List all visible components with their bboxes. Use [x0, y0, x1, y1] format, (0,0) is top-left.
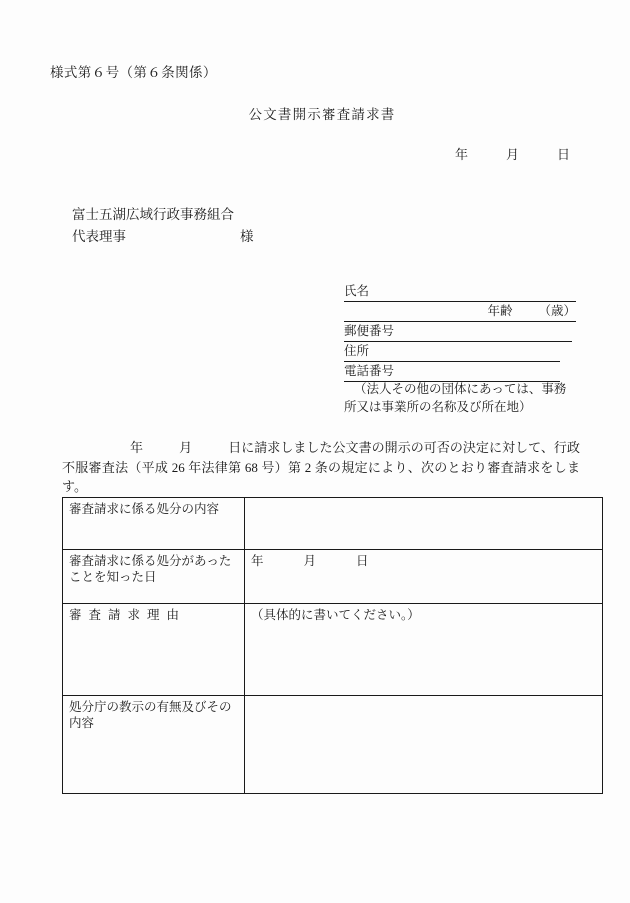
row-label-disposition-content: 審査請求に係る処分の内容	[63, 498, 245, 550]
applicant-fields	[344, 282, 576, 382]
corporate-note	[344, 380, 578, 416]
date-day-label: 日	[557, 147, 571, 162]
applicant-address-field[interactable]	[344, 342, 560, 362]
addressee-officer: 代表理事	[72, 229, 126, 244]
request-details-table	[62, 497, 603, 794]
table-row	[63, 550, 603, 604]
table-row	[63, 604, 603, 696]
body-date-month: 月	[179, 440, 193, 455]
applicant-age-field[interactable]	[344, 302, 576, 322]
applicant-address-label: 住所	[344, 344, 370, 358]
addressee-block	[72, 204, 254, 248]
applicant-tel-field[interactable]	[344, 362, 560, 382]
body-paragraph	[62, 438, 580, 497]
applicant-tel-label: 電話番号	[344, 364, 395, 378]
body-date-year: 年	[130, 440, 144, 455]
applicant-age-label: 年齢	[487, 304, 513, 318]
addressee-officer-row	[72, 226, 254, 248]
row-label-agency-instruction: 処分庁の教示の有無及びその内容	[63, 696, 245, 794]
form-number: 様式第６号（第６条関係）	[50, 65, 217, 80]
addressee-organization: 富士五湖広域行政事務組合	[72, 207, 234, 222]
row-value-disposition-content[interactable]	[245, 498, 603, 550]
body-date-day: 日	[228, 440, 242, 455]
applicant-postal-label: 郵便番号	[344, 324, 395, 338]
table-row	[63, 696, 603, 794]
corporate-note-line-1: （法人その他の団体にあっては、事務	[354, 382, 567, 396]
corporate-note-line-2: 所又は事業所の名称及び所在地）	[344, 400, 532, 414]
row-value-request-reason[interactable]: （具体的に書いてください。）	[245, 604, 603, 696]
applicant-name-label: 氏名	[344, 284, 370, 298]
known-date-month: 月	[303, 554, 317, 568]
applicant-postal-field[interactable]	[344, 322, 572, 342]
submission-date-line	[455, 144, 570, 163]
table-row	[63, 498, 603, 550]
row-label-known-date: 審査請求に係る処分があったことを知った日	[63, 550, 245, 604]
known-date-year: 年	[251, 554, 264, 568]
row-value-known-date[interactable]	[245, 550, 603, 604]
body-paragraph-text: に請求しました公文書の開示の可否の決定に対して、行政不服審査法（平成 26 年法律第 68 号）第 2 条の規定により、次のとおり審査請求をします。	[62, 440, 580, 494]
row-value-agency-instruction[interactable]	[245, 696, 603, 794]
applicant-age-unit: （歳）	[538, 304, 576, 318]
page-title: 公文書開示審査請求書	[248, 107, 396, 122]
addressee-honorific: 様	[240, 229, 254, 244]
row-label-request-reason: 審査請求理由	[63, 604, 245, 696]
date-month-label: 月	[506, 147, 520, 162]
known-date-day: 日	[356, 554, 369, 568]
applicant-name-field[interactable]	[344, 282, 576, 302]
date-year-label: 年	[455, 147, 469, 162]
